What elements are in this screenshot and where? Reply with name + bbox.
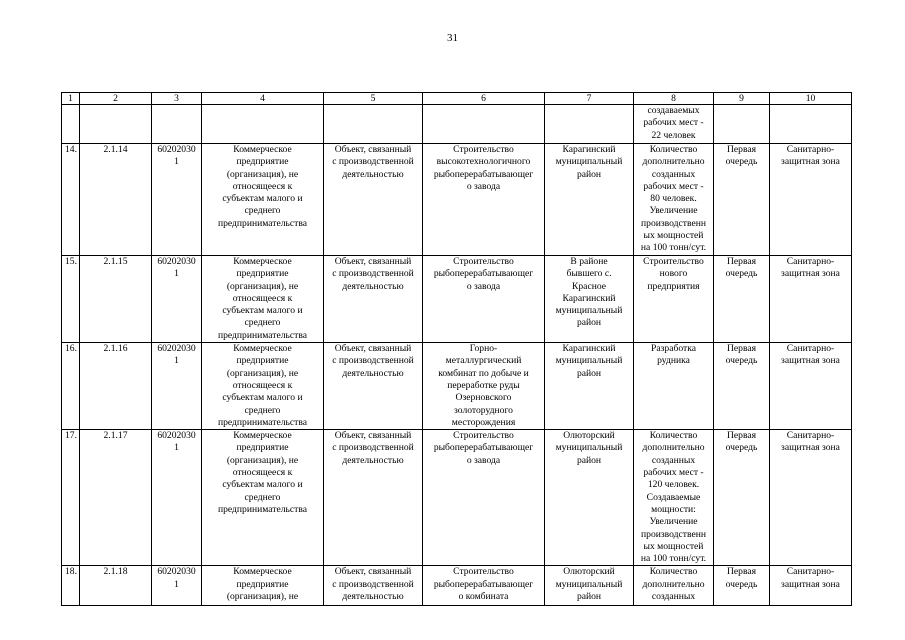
row-number-cell: 15. [62, 256, 80, 343]
cell-line: созданных [651, 168, 696, 180]
cell-line: Объект, связанный [334, 144, 412, 155]
cell-line: защитная зона [781, 355, 840, 367]
column-header: 3 [152, 93, 202, 105]
code-cell: 2.1.18 [80, 566, 152, 606]
zone-cell [770, 144, 852, 256]
purpose-cell [423, 430, 545, 566]
cell-line: бывшего с. [566, 268, 612, 280]
cell-line: Создаваемые [646, 491, 701, 503]
purpose-cell [423, 343, 545, 430]
object-type-cell [324, 144, 423, 256]
cell-line: предпринимательства [217, 503, 308, 515]
cell-line: 1 [174, 268, 179, 280]
cell-line: ых мощностей [643, 540, 704, 552]
cell-line: относящееся к [232, 180, 293, 192]
cell-line: 1 [174, 442, 179, 454]
cell-line: 80 человек. [650, 193, 697, 205]
cell-line: Красное [571, 280, 607, 292]
cell-line: очередь [725, 355, 758, 367]
okato-cell [152, 144, 202, 256]
table-cell [423, 105, 545, 144]
cell-line: производственн [641, 217, 706, 229]
cell-line: на 100 тонн/сут. [640, 553, 707, 565]
cell-line: район [576, 367, 602, 379]
cell-line: 60202030 [157, 256, 196, 267]
cell-line: Карагинский [562, 144, 616, 155]
cell-line: месторождения [451, 416, 516, 428]
table-row [62, 343, 852, 430]
cell-line: муниципальный [555, 355, 623, 367]
cell-line: дополнительно [642, 442, 705, 454]
enterprise-type-cell [202, 430, 324, 566]
cell-line: относящееся к [232, 379, 293, 391]
row-number-cell: 16. [62, 343, 80, 430]
cell-line: муниципальный [555, 305, 623, 317]
column-header: 9 [714, 93, 770, 105]
cell-line: ых мощностей [643, 230, 704, 242]
purpose-cell [423, 144, 545, 256]
column-header: 7 [545, 93, 634, 105]
cell-line: с производственной [332, 355, 414, 367]
cell-line: Санитарно- [786, 256, 835, 267]
cell-line: Строительство [643, 256, 704, 267]
cell-line: среднего [244, 317, 281, 329]
cell-line: защитная зона [781, 442, 840, 454]
column-header: 10 [770, 93, 852, 105]
cell-line: с производственной [332, 156, 414, 168]
cell-line: Коммерческое [233, 566, 292, 578]
cell-line: переработке руды [447, 379, 520, 391]
document-table [61, 92, 852, 606]
column-header: 8 [634, 93, 714, 105]
cell-line: рабочих мест - [643, 117, 704, 129]
object-type-cell [324, 430, 423, 566]
object-type-cell [324, 256, 423, 343]
characteristics-cell [634, 343, 714, 430]
row-number-cell: 14. [62, 144, 80, 256]
cell-line: среднего [244, 404, 281, 416]
cell-line: Строительство [453, 566, 514, 578]
cell-line: 120 человек. [647, 479, 700, 491]
cell-line: 60202030 [157, 144, 196, 155]
cell-line: очередь [725, 156, 758, 168]
cell-line: рыбоперерабатывающег [433, 168, 534, 180]
cell-line: Объект, связанный [334, 566, 412, 578]
cell-line: Увеличение [649, 516, 698, 528]
enterprise-type-cell [202, 256, 324, 343]
location-cell [545, 256, 634, 343]
cell-line: с производственной [332, 268, 414, 280]
cell-line: Первая [726, 256, 757, 267]
cell-line: Первая [726, 430, 757, 442]
cell-line: муниципальный [555, 156, 623, 168]
cell-line: субъектам малого и [222, 193, 303, 205]
cell-line: район [576, 168, 602, 180]
code-cell: 2.1.14 [80, 144, 152, 256]
cell-line: Первая [726, 343, 757, 355]
cell-line: Олюторский [563, 566, 615, 578]
cell-line: предприятия [647, 280, 700, 292]
table-cell [202, 105, 324, 144]
cell-line: Строительство [453, 144, 514, 155]
table-cell [80, 105, 152, 144]
cell-line: производственн [641, 528, 706, 540]
column-header: 2 [80, 93, 152, 105]
stage-cell [714, 144, 770, 256]
table-row [62, 430, 852, 566]
column-header: 1 [62, 93, 80, 105]
cell-line: высокотехнологичного [436, 156, 531, 168]
column-header: 4 [202, 93, 324, 105]
cell-line: 60202030 [157, 430, 196, 442]
cell-line: Строительство [453, 256, 514, 267]
cell-line: В районе [570, 256, 608, 267]
cell-line: муниципальный [555, 442, 623, 454]
cell-line: (организация), не [226, 591, 299, 603]
column-header: 5 [324, 93, 423, 105]
cell-line: субъектам малого и [222, 392, 303, 404]
cell-line: деятельностью [342, 168, 404, 180]
purpose-cell [423, 566, 545, 606]
cell-line: район [576, 591, 602, 603]
cell-line: Объект, связанный [334, 343, 412, 355]
cell-line: деятельностью [342, 367, 404, 379]
enterprise-type-cell [202, 343, 324, 430]
location-cell [545, 566, 634, 606]
characteristics-cell [634, 256, 714, 343]
cell-line: предпринимательства [217, 217, 308, 229]
cell-line: создаваемых [647, 105, 700, 116]
page-number: 31 [447, 32, 458, 44]
okato-cell [152, 256, 202, 343]
cell-line: среднего [244, 491, 281, 503]
cell-line: дополнительно [642, 156, 705, 168]
okato-cell [152, 566, 202, 606]
cell-line: с производственной [332, 442, 414, 454]
okato-cell [152, 343, 202, 430]
cell-line: Карагинский [562, 292, 616, 304]
cell-line: (организация), не [226, 168, 299, 180]
cell-line: 60202030 [157, 566, 196, 578]
cell-line: о комбината [458, 591, 509, 603]
cell-line: (организация), не [226, 280, 299, 292]
code-cell: 2.1.16 [80, 343, 152, 430]
column-header: 6 [423, 93, 545, 105]
characteristics-cell [634, 144, 714, 256]
stage-cell [714, 256, 770, 343]
object-type-cell [324, 566, 423, 606]
enterprise-type-cell [202, 144, 324, 256]
stage-cell [714, 430, 770, 566]
cell-line: рыбоперерабатывающег [433, 442, 534, 454]
table-cell-characteristics [634, 105, 714, 144]
cell-line: рыбоперерабатывающег [433, 578, 534, 590]
cell-line: Санитарно- [786, 430, 835, 442]
cell-line: мощности: [651, 503, 696, 515]
zone-cell [770, 343, 852, 430]
zone-cell [770, 256, 852, 343]
cell-line: Первая [726, 566, 757, 578]
location-cell [545, 343, 634, 430]
cell-line: относящееся к [232, 292, 293, 304]
cell-line: район [576, 454, 602, 466]
cell-line: Строительство [453, 430, 514, 442]
cell-line: дополнительно [642, 578, 705, 590]
cell-line: очередь [725, 578, 758, 590]
location-cell [545, 144, 634, 256]
cell-line: предприятие [236, 578, 289, 590]
cell-line: о завода [466, 454, 501, 466]
cell-line: (организация), не [226, 454, 299, 466]
stage-cell [714, 566, 770, 606]
cell-line: среднего [244, 205, 281, 217]
table-row [62, 144, 852, 256]
cell-line: Озерновского [455, 392, 512, 404]
zone-cell [770, 566, 852, 606]
table-cell [62, 105, 80, 144]
table-cell [545, 105, 634, 144]
table-cell [770, 105, 852, 144]
row-number-cell: 18. [62, 566, 80, 606]
cell-line: Коммерческое [233, 144, 292, 155]
cell-line: нового [659, 268, 688, 280]
cell-line: рабочих мест - [643, 180, 704, 192]
cell-line: Санитарно- [786, 566, 835, 578]
cell-line: рудника [657, 355, 690, 367]
okato-cell [152, 430, 202, 566]
cell-line: Количество [649, 144, 698, 155]
characteristics-cell [634, 430, 714, 566]
enterprise-type-cell [202, 566, 324, 606]
cell-line: Санитарно- [786, 343, 835, 355]
cell-line: 22 человек [651, 129, 696, 141]
cell-line: Горно- [469, 343, 498, 355]
table-cell [324, 105, 423, 144]
cell-line: Количество [649, 566, 698, 578]
cell-line: деятельностью [342, 454, 404, 466]
cell-line: 1 [174, 156, 179, 168]
cell-line: предприятие [236, 268, 289, 280]
cell-line: предпринимательства [217, 416, 308, 428]
cell-line: Карагинский [562, 343, 616, 355]
cell-line: Количество [649, 430, 698, 442]
table-cell [152, 105, 202, 144]
cell-line: о завода [466, 280, 501, 292]
cell-line: 1 [174, 355, 179, 367]
cell-line: Коммерческое [233, 256, 292, 267]
cell-line: очередь [725, 442, 758, 454]
cell-line: рыбоперерабатывающег [433, 268, 534, 280]
cell-line: предприятие [236, 156, 289, 168]
code-cell: 2.1.17 [80, 430, 152, 566]
cell-line: относящееся к [232, 467, 293, 479]
cell-line: Санитарно- [786, 144, 835, 155]
cell-line: предприятие [236, 442, 289, 454]
cell-line: муниципальный [555, 578, 623, 590]
object-type-cell [324, 343, 423, 430]
cell-line: защитная зона [781, 578, 840, 590]
cell-line: защитная зона [781, 268, 840, 280]
cell-line: Первая [726, 144, 757, 155]
cell-line: Увеличение [649, 205, 698, 217]
table-row-carryover [62, 105, 852, 144]
characteristics-cell [634, 566, 714, 606]
purpose-cell [423, 256, 545, 343]
cell-line: с производственной [332, 578, 414, 590]
zone-cell [770, 430, 852, 566]
cell-line: комбинат по добыче и [438, 367, 529, 379]
cell-line: созданных [651, 454, 696, 466]
cell-line: Коммерческое [233, 343, 292, 355]
cell-line: Объект, связанный [334, 430, 412, 442]
cell-line: предпринимательства [217, 329, 308, 341]
cell-line: Олюторский [563, 430, 615, 442]
cell-line: на 100 тонн/сут. [640, 242, 707, 254]
cell-line: 1 [174, 578, 179, 590]
cell-line: очередь [725, 268, 758, 280]
table-row [62, 566, 852, 606]
row-number-cell: 17. [62, 430, 80, 566]
cell-line: предприятие [236, 355, 289, 367]
cell-line: о завода [466, 180, 501, 192]
cell-line: субъектам малого и [222, 479, 303, 491]
cell-line: субъектам малого и [222, 305, 303, 317]
table-cell [714, 105, 770, 144]
code-cell: 2.1.15 [80, 256, 152, 343]
table-header-row [62, 93, 852, 105]
cell-line: защитная зона [781, 156, 840, 168]
cell-line: Объект, связанный [334, 256, 412, 267]
cell-line: Разработка [651, 343, 696, 355]
table-row [62, 256, 852, 343]
cell-line: деятельностью [342, 280, 404, 292]
stage-cell [714, 343, 770, 430]
cell-line: 60202030 [157, 343, 196, 355]
cell-line: (организация), не [226, 367, 299, 379]
cell-line: район [576, 317, 602, 329]
cell-line: Коммерческое [233, 430, 292, 442]
cell-line: созданных [651, 591, 696, 603]
location-cell [545, 430, 634, 566]
cell-line: золоторудного [454, 404, 513, 416]
cell-line: рабочих мест - [643, 467, 704, 479]
cell-line: металлургический [445, 355, 522, 367]
cell-line: деятельностью [342, 591, 404, 603]
